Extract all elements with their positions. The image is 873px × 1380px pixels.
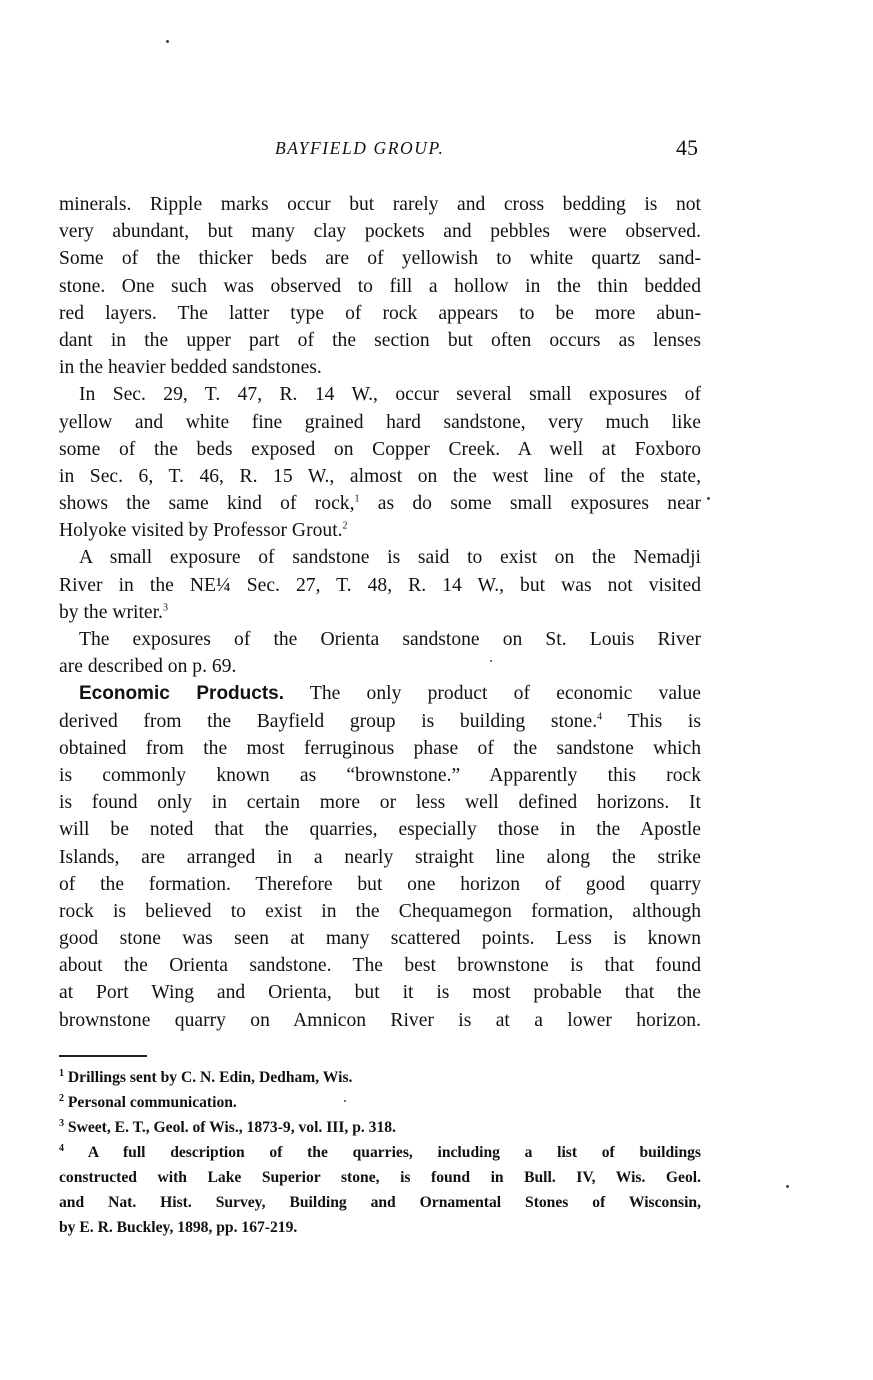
running-title: BAYFIELD GROUP.	[275, 138, 445, 158]
footnote-text: Personal communication.	[67, 1094, 237, 1111]
footnotes	[59, 1066, 701, 1241]
text-line: good stone was seen at many scattered points. Less is known	[59, 928, 701, 950]
text-fragment: shows the same kind of rock,	[59, 493, 355, 515]
section-lead-heading: Economic Products.	[79, 683, 285, 705]
footnote-4	[59, 1141, 701, 1166]
text-line: Islands, are arranged in a nearly straight line along the strike	[59, 846, 701, 868]
text-line: A small exposure of sandstone is said to exist on the Nemadji	[79, 547, 701, 569]
footnote-1	[59, 1066, 701, 1091]
text-line: River in the NE¼ Sec. 27, T. 48, R. 14 W., but was not visited	[59, 574, 701, 596]
text-fragment: as do some small exposures near	[377, 493, 701, 515]
text-line: stone. One such was observed to fill a hollow in the thin bedded	[59, 275, 701, 297]
footnote-2	[59, 1091, 701, 1116]
body-text	[59, 191, 701, 1034]
text-line: at Port Wing and Orienta, but it is most probable that the	[59, 982, 701, 1004]
text-line: are described on p. 69.	[59, 656, 237, 678]
footnote-3	[59, 1116, 701, 1141]
footnote-ref: 4	[597, 711, 603, 723]
text-line: of the formation. Therefore but one horizon of good quarry	[59, 873, 701, 895]
text-line: The exposures of the Orienta sandstone on St. Louis River	[79, 629, 701, 650]
text-line: rock is believed to exist in the Chequamegon formation, although	[59, 900, 701, 922]
text-line: obtained from the most ferruginous phase of the sandstone which	[59, 737, 701, 759]
footnote-number: 3	[59, 1117, 64, 1129]
footnote-ref: 1	[354, 493, 360, 505]
footnote-divider	[59, 1055, 147, 1057]
footnote-text: Sweet, E. T., Geol. of Wis., 1873-9, vol. III, p. 318.	[67, 1119, 396, 1136]
text-fragment: The only product of economic value	[309, 683, 701, 705]
footnote-ref: 3	[162, 602, 168, 614]
text-line: some of the beds exposed on Copper Creek. A well at Foxboro	[59, 438, 701, 460]
scan-speck	[490, 660, 492, 662]
text-line: brownstone quarry on Amnicon River is at a lower horizon.	[59, 1009, 701, 1031]
text-line: In Sec. 29, T. 47, R. 14 W., occur several small exposures of	[79, 384, 701, 406]
text-fragment: Holyoke visited by Professor Grout.	[59, 520, 343, 542]
scan-speck	[786, 1185, 789, 1188]
scan-speck	[344, 1100, 346, 1102]
text-line: is found only in certain more or less well defined horizons. It	[59, 792, 701, 814]
text-line: very abundant, but many clay pockets and pebbles were observed.	[59, 221, 701, 243]
text-line: dant in the upper part of the section but often occurs as lenses	[59, 329, 701, 351]
text-line: in the heavier bedded sandstones.	[59, 357, 322, 379]
text-line-with-footnote	[59, 517, 701, 544]
running-head	[0, 135, 873, 165]
text-line: red layers. The latter type of rock appears to be more abun-	[59, 302, 701, 324]
text-line-with-footnote	[59, 708, 701, 735]
footnote-4-continued: and Nat. Hist. Survey, Building and Ornamental Stones of Wisconsin,	[59, 1194, 701, 1211]
text-line: in Sec. 6, T. 46, R. 15 W., almost on the west line of the state,	[59, 465, 701, 487]
text-fragment: by the writer.	[59, 601, 163, 623]
footnote-text: Drillings sent by C. N. Edin, Dedham, Wis.	[67, 1069, 353, 1086]
text-line: minerals. Ripple marks occur but rarely and cross bedding is not	[59, 194, 701, 215]
text-line: Some of the thicker beds are of yellowish to white quartz sand-	[59, 248, 701, 270]
text-line-with-footnote	[59, 599, 701, 626]
scan-speck	[166, 40, 169, 43]
text-line: yellow and white fine grained hard sandstone, very much like	[59, 411, 701, 433]
page-number: 45	[676, 135, 698, 160]
text-line: will be noted that the quarries, especially those in the Apostle	[59, 819, 701, 841]
footnote-number: 4	[59, 1142, 64, 1154]
footnote-ref: 2	[342, 520, 348, 532]
scan-speck	[707, 497, 710, 500]
footnote-number: 2	[59, 1092, 64, 1104]
text-line-with-heading	[59, 680, 701, 707]
footnote-4-continued: by E. R. Buckley, 1898, pp. 167-219.	[59, 1219, 298, 1236]
text-fragment: derived from the Bayfield group is building stone.	[59, 710, 598, 732]
text-line-with-footnote	[59, 490, 701, 517]
text-line: about the Orienta sandstone. The best brownstone is that found	[59, 955, 701, 977]
footnote-4-continued: constructed with Lake Superior stone, is found in Bull. IV, Wis. Geol.	[59, 1169, 701, 1186]
text-fragment: This is	[627, 710, 701, 732]
footnote-number: 1	[59, 1067, 64, 1079]
footnote-text: A full description of the quarries, including a list of buildings	[87, 1144, 701, 1161]
text-line: is commonly known as “brownstone.” Apparently this rock	[59, 764, 701, 786]
